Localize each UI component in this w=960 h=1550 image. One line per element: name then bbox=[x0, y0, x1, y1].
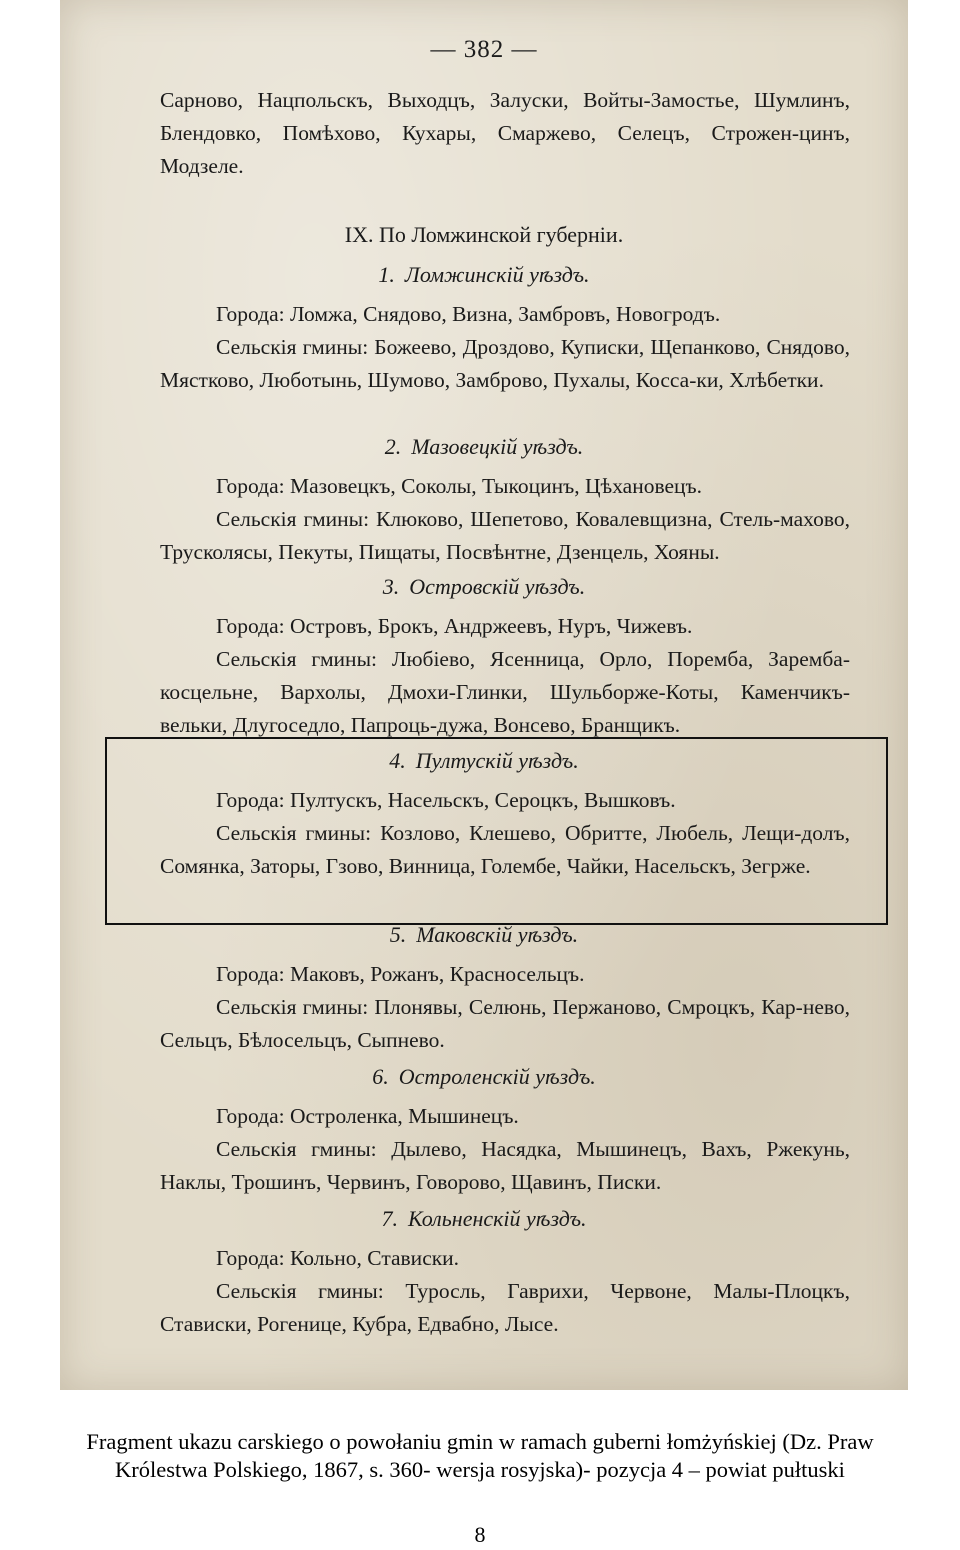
district-2-body bbox=[160, 470, 850, 569]
district-name: Ломжинскій уѣздъ. bbox=[404, 262, 590, 287]
scan-page-number: — 382 — bbox=[430, 36, 538, 63]
district-name: Кольненскій уѣздъ. bbox=[407, 1206, 587, 1231]
footer-page-number: 8 bbox=[474, 1522, 486, 1547]
district-towns: Города: Остроленка, Мышинецъ. bbox=[216, 1104, 519, 1128]
district-1-body bbox=[160, 298, 850, 397]
governorate-heading: IX. По Ломжинской губерніи. bbox=[344, 222, 624, 247]
district-towns: Города: Маковъ, Рожанъ, Красносельцъ. bbox=[216, 962, 585, 986]
district-7-body bbox=[160, 1242, 850, 1341]
district-gminas: Сельскія гмины: Божеево, Дроздово, Куписки, Щепанково, Снядово, Мястково, Люботынь, Шумово, Замброво, Пухалы, Косса-ки, Хлѣбетки. bbox=[160, 335, 850, 392]
district-5-heading bbox=[60, 922, 908, 948]
district-towns: Города: Пултускъ, Насельскъ, Сероцкъ, Вышковъ. bbox=[216, 788, 676, 812]
district-towns: Города: Островъ, Брокъ, Андржеевъ, Нуръ, Чижевъ. bbox=[216, 614, 693, 638]
district-number: 7. bbox=[381, 1206, 398, 1231]
district-number: 4. bbox=[389, 748, 406, 773]
intro-paragraph bbox=[160, 84, 850, 183]
district-gminas: Сельскія гмины: Любіево, Ясенница, Орло, Поремба, Заремба-косцельне, Вархолы, Дмохи-Глинки, Шульборже-Коты, Каменчикъ-вельки, Длугоседло, Папроць-дужа, Вонсево, Бранщикъ. bbox=[160, 647, 850, 737]
scanned-page bbox=[60, 0, 908, 1390]
district-gminas: Сельскія гмины: Козлово, Клешево, Обритте, Любель, Лещи-долъ, Сомянка, Заторы, Гзово, Винница, Голембе, Чайки, Насельскъ, Зегрже. bbox=[160, 821, 850, 878]
figure-caption bbox=[0, 1428, 960, 1484]
caption-line-2: Królestwa Polskiego, 1867, s. 360- wersja rosyjska)- pozycja 4 – powiat pułtuski bbox=[115, 1457, 845, 1482]
district-name: Мазовецкій уѣздъ. bbox=[411, 434, 584, 459]
district-number: 2. bbox=[384, 434, 402, 459]
district-3-body bbox=[160, 610, 850, 742]
district-towns: Города: Кольно, Стависки. bbox=[216, 1246, 460, 1270]
district-gminas: Сельскія гмины: Плонявы, Селюнь, Пержаново, Смроцкъ, Кар-нево, Сельцъ, Бѣлосельцъ, Сыпнево. bbox=[160, 995, 850, 1052]
district-number: 5. bbox=[389, 922, 407, 947]
district-gminas: Сельскія гмины: Туросль, Гаврихи, Червоне, Малы-Плоцкъ, Стависки, Рогенице, Кубра, Едвабно, Лысе. bbox=[160, 1279, 850, 1336]
district-name: Островскій уѣздъ. bbox=[409, 574, 586, 599]
district-6-body bbox=[160, 1100, 850, 1199]
district-name: Остроленскій уѣздъ. bbox=[398, 1064, 596, 1089]
caption-line-1: Fragment ukazu carskiego o powołaniu gmin w ramach guberni łomżyńskiej (Dz. Praw bbox=[86, 1429, 874, 1454]
highlight-frame bbox=[105, 737, 888, 925]
district-name: Маковскій уѣздъ. bbox=[416, 922, 579, 947]
district-number: 1. bbox=[378, 262, 395, 287]
district-6-heading bbox=[60, 1064, 908, 1090]
district-towns: Города: Ломжа, Снядово, Визна, Замбровъ, Новогродъ. bbox=[216, 302, 721, 326]
district-gminas: Сельскія гмины: Дылево, Насядка, Мышинецъ, Вахъ, Ржекунь, Наклы, Трошинъ, Червинъ, Говорово, Щавинъ, Писки. bbox=[160, 1137, 850, 1194]
district-name: Пултускій уѣздъ. bbox=[415, 748, 579, 773]
district-number: 6. bbox=[372, 1064, 389, 1089]
district-3-heading bbox=[60, 574, 908, 600]
intro-text: Сарново, Нацпольскъ, Выходцъ, Залуски, Войты-Замостье, Шумлинъ, Блендовко, Помѣхово, Кухары, Смаржево, Селецъ, Строжен-цинъ, Модзеле. bbox=[160, 88, 850, 178]
district-1-heading bbox=[60, 262, 908, 288]
district-towns: Города: Мазовецкъ, Соколы, Тыкоцинъ, Цѣхановецъ. bbox=[216, 474, 703, 498]
district-gminas: Сельскія гмины: Клюково, Шепетово, Ковалевщизна, Стель-махово, Трусколясы, Пекуты, Пищаты, Посвѣнтне, Дзенцель, Хояны. bbox=[160, 507, 850, 564]
district-number: 3. bbox=[382, 574, 400, 599]
district-5-body bbox=[160, 958, 850, 1057]
district-7-heading bbox=[60, 1206, 908, 1232]
district-2-heading bbox=[60, 434, 908, 460]
